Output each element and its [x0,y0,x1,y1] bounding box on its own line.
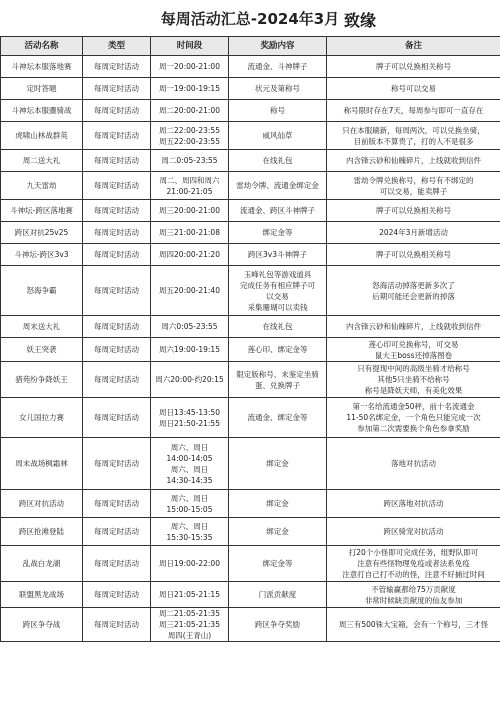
cell-line: 每周定时活动 [94,131,139,140]
cell-line: 周二0:05-23:55 [161,156,218,165]
logo-seal: 致缘 [343,10,376,30]
cell-line: 玉峰礼包等游戏道具 [243,269,312,279]
cell-line: 周六20:00-约20:15 [155,375,224,384]
activity-table [0,36,500,642]
cell-type [83,490,151,518]
cell-line: 状元及第称号 [255,84,300,93]
cell-type [83,222,151,244]
cell-line: 后期可能还会更新的掉落 [372,291,455,301]
cell-line: 参加第二次需要换个角色参拿奖励 [357,424,470,433]
cell-name [1,338,83,362]
table-row [1,200,500,222]
cell-line: 绑定金 [266,527,289,536]
table-row [1,338,500,362]
cell-line: 斗神坛-跨区落地赛 [10,206,73,215]
cell-time [151,78,229,100]
cell-line: 21:00-21:05 [166,186,213,196]
cell-line: 周日19:00-22:00 [159,559,220,568]
cell-name [1,490,83,518]
cell-name [1,200,83,222]
cell-time [151,266,229,316]
header-time: 时间段 [151,37,229,56]
table-row [1,582,500,608]
cell-time [151,608,229,642]
cell-reward [229,582,327,608]
cell-reward [229,150,327,172]
header-reward: 奖励内容 [229,37,327,56]
cell-line: 周二、周四和周六 [159,175,220,185]
cell-line: 内含锋云砂和仙魄碎片，上线就收到信件 [346,322,481,331]
cell-line: 周末战场枫霜林 [15,459,68,468]
cell-line: 每周定时活动 [94,620,139,629]
cell-time [151,244,229,266]
cell-reward [229,244,327,266]
cell-time [151,200,229,222]
cell-reward [229,200,327,222]
cell-note [327,150,500,172]
cell-type [83,608,151,642]
cell-line: 九天雷劫 [26,181,57,190]
cell-line: 不管输赢都给75万贡献度 [371,584,456,594]
cell-line: 内含锋云砂和仙魄碎片，上线就收到信件 [346,156,481,165]
cell-line: 注意打自己打不动的怪，注意不好捕过时间 [342,570,485,579]
cell-line: 只在本服刷新，每周两次，可以兑换坐骑， [342,125,485,135]
cell-name [1,172,83,200]
cell-name [1,362,83,398]
cell-note [327,56,500,78]
cell-note [327,172,500,200]
cell-line: 每周定时活动 [94,206,139,215]
cell-name [1,244,83,266]
cell-line: 妖王突袭 [26,345,57,354]
cell-name [1,438,83,490]
cell-line: 雷劫令牌、流通金绑定金 [236,181,319,190]
cell-line: 每周定时活动 [94,559,139,568]
cell-note [327,100,500,122]
cell-line: 非常时候缺贡献度的仙友参加 [364,595,463,605]
table-row [1,518,500,546]
cell-type [83,398,151,438]
cell-line: 11-50名绑定金，一个角色只能完成一次 [346,413,481,422]
table-row [1,398,500,438]
cell-reward [229,608,327,642]
cell-type [83,266,151,316]
cell-line: 每周定时活动 [94,106,139,115]
table-row [1,608,500,642]
table-row [1,78,500,100]
cell-line: 周六、周日 [170,464,209,474]
cell-line: 流通金、绑定金等 [247,413,308,422]
cell-line: 蛋、兑换牌子 [255,380,300,390]
cell-line: 称号可以交易 [391,84,436,93]
cell-line: 跨区3v3斗神牌子 [248,250,307,259]
cell-reward [229,172,327,200]
table-row [1,490,500,518]
cell-line: 打20个小怪即可完成任务，组野队即可 [348,548,479,557]
cell-name [1,398,83,438]
cell-line: 完成任务有相应牌子可 [240,280,315,290]
cell-reward [229,100,327,122]
cell-line: 周日21:50-21:55 [159,418,220,428]
cell-line: 每周定时活动 [94,250,139,259]
cell-line: 周六0:05-23:55 [161,322,218,331]
cell-line: 称号限时存在7天，每周参与即可一直存在 [343,106,484,115]
cell-line: 周三21:00-21:08 [159,228,220,237]
cell-type [83,244,151,266]
cell-line: 落地对抗活动 [391,459,436,468]
cell-line: 周四(王青山) [167,631,212,640]
table-row [1,56,500,78]
cell-note [327,546,500,582]
cell-note [327,518,500,546]
cell-line: 在线礼包 [262,156,293,165]
cell-type [83,546,151,582]
cell-line: 牌子可以兑换相关称号 [376,62,451,71]
cell-type [83,78,151,100]
cell-line: 周三21:05-21:35 [159,620,220,629]
cell-line: 流通金、跨区斗神牌子 [240,206,315,215]
cell-line: 斗神坛-跨区3v3 [14,250,69,259]
cell-note [327,582,500,608]
cell-line: 周四20:00-21:20 [159,250,220,259]
cell-line: 14:00-14:05 [166,453,213,463]
cell-name [1,316,83,338]
cell-line: 每周定时活动 [94,413,139,422]
cell-line: 限定版称号、未鉴定坐骑 [236,369,319,379]
cell-line: 怒海活动掉落更新多次了 [372,280,455,290]
cell-type [83,582,151,608]
cell-reward [229,490,327,518]
cell-note [327,316,500,338]
cell-line: 跨区争夺奖励 [255,620,300,629]
table-row [1,266,500,316]
table-row [1,150,500,172]
cell-reward [229,362,327,398]
cell-line: 14:30-14:35 [166,475,213,485]
cell-reward [229,266,327,316]
cell-line: 虎啸山林战群英 [15,131,68,140]
cell-line: 每周定时活动 [94,375,139,384]
cell-line: 周六、周日 [170,442,209,452]
cell-time [151,172,229,200]
cell-type [83,172,151,200]
cell-reward [229,122,327,150]
cell-time [151,56,229,78]
table-row [1,362,500,398]
table-header-row [1,37,500,56]
table-body [1,56,500,642]
cell-time [151,398,229,438]
cell-name [1,122,83,150]
cell-type [83,316,151,338]
header-note: 备注 [327,37,500,56]
table-row [1,122,500,150]
cell-time [151,222,229,244]
cell-line: 威风仙草 [262,131,293,140]
cell-type [83,200,151,222]
cell-time [151,582,229,608]
cell-line: 绑定金 [266,499,289,508]
cell-line: 目前版本不算贵了，打的人不是很多 [353,136,474,146]
cell-type [83,518,151,546]
cell-time [151,150,229,172]
cell-time [151,490,229,518]
cell-line: 2024年3月新增活动 [379,228,448,237]
cell-time [151,100,229,122]
cell-name [1,546,83,582]
cell-line: 流通金、斗神牌子 [247,62,308,71]
table-row [1,316,500,338]
cell-line: 莲心印、绑定金等 [247,345,308,354]
cell-line: 女儿国拉力赛 [19,413,64,422]
cell-line: 周二送大礼 [22,156,61,165]
cell-name [1,222,83,244]
cell-reward [229,78,327,100]
cell-time [151,518,229,546]
cell-line: 周日21:05-21:15 [159,590,220,599]
cell-line: 只有提现中间的高级坐骑才给称号 [357,364,470,373]
cell-line: 周一20:00-21:00 [159,62,220,71]
cell-line: 怒海争霸 [26,286,57,295]
cell-time [151,122,229,150]
cell-line: 绑定金 [266,459,289,468]
cell-name [1,100,83,122]
cell-reward [229,398,327,438]
cell-reward [229,316,327,338]
cell-line: 跨区落地对抗活动 [383,499,444,508]
cell-type [83,100,151,122]
cell-line: 跨区对抗25v25 [14,228,69,237]
cell-name [1,608,83,642]
cell-line: 周五22:00-23:55 [159,136,220,146]
cell-line: 门派贡献度 [258,590,297,599]
cell-line: 在线礼包 [262,322,293,331]
cell-time [151,546,229,582]
cell-line: 周二22:00-23:55 [159,125,220,135]
cell-type [83,150,151,172]
cell-line: 每周定时活动 [94,286,139,295]
cell-line: 每周定时活动 [94,345,139,354]
cell-line: 注意有些怪物理免疫或者法系免疫 [357,559,470,568]
cell-time [151,316,229,338]
cell-line: 雷劫令牌兑换称号，称号有不绑定的 [353,175,474,185]
cell-line: 斗神坛本服骤骑战 [11,106,72,115]
cell-line: 周二20:00-21:00 [159,106,220,115]
cell-note [327,200,500,222]
cell-note [327,122,500,150]
cell-name [1,582,83,608]
cell-line: 跨区抢滩登陆 [19,527,64,536]
cell-type [83,438,151,490]
cell-reward [229,546,327,582]
cell-line: 绑定金等 [262,559,293,568]
cell-line: 每周定时活动 [94,527,139,536]
cell-line: 每周定时活动 [94,590,139,599]
cell-note [327,438,500,490]
cell-line: 每周定时活动 [94,459,139,468]
cell-reward [229,438,327,490]
table-row [1,100,500,122]
cell-line: 绑定金等 [262,228,293,237]
cell-name [1,78,83,100]
cell-line: 可以交易，能卖牌子 [379,186,448,196]
cell-note [327,338,500,362]
cell-reward [229,338,327,362]
cell-line: 每周定时活动 [94,322,139,331]
cell-line: 周五20:00-21:40 [159,286,220,295]
cell-note [327,362,500,398]
cell-reward [229,518,327,546]
cell-note [327,398,500,438]
cell-line: 莲心印可兑换称号，可交易 [368,339,459,349]
cell-name [1,56,83,78]
cell-reward [229,56,327,78]
cell-line: 15:30-15:35 [166,532,213,542]
cell-line: 称号 [270,106,285,115]
cell-type [83,122,151,150]
table-row [1,172,500,200]
cell-line: 牌子可以兑换相关称号 [376,206,451,215]
cell-line: 每周定时活动 [94,62,139,71]
cell-type [83,338,151,362]
cell-line: 牌子可以兑换相关称号 [376,250,451,259]
cell-name [1,150,83,172]
cell-note [327,608,500,642]
cell-line: 第一名给流通金50秤，前十名流通金 [352,402,475,411]
cell-note [327,78,500,100]
cell-line: 周一19:00-19:15 [159,84,220,93]
header-name: 活动名称 [1,37,83,56]
cell-line: 周六19:00-19:15 [159,345,220,354]
header-type: 类型 [83,37,151,56]
cell-line: 周日13:45-13:50 [159,407,220,417]
cell-line: 称号是降妖天师，有美化效果 [364,386,463,395]
cell-line: 以交易 [266,291,289,301]
cell-reward [229,222,327,244]
cell-type [83,362,151,398]
cell-line: 周三20:00-21:00 [159,206,220,215]
cell-line: 斗神坛本服落地赛 [11,62,72,71]
table-row [1,222,500,244]
cell-time [151,338,229,362]
cell-line: 周二21:05-21:35 [159,609,220,618]
cell-name [1,518,83,546]
table-row [1,546,500,582]
cell-line: 其他5只坐骑不给称号 [377,375,450,384]
cell-line: 乱战白龙湖 [22,559,61,568]
cell-time [151,362,229,398]
cell-line: 跨区对抗活动 [19,499,64,508]
cell-note [327,244,500,266]
cell-line: 每周定时活动 [94,84,139,93]
table-row [1,438,500,490]
cell-time [151,438,229,490]
cell-line: 每周定时活动 [94,499,139,508]
cell-type [83,56,151,78]
table-row [1,244,500,266]
cell-line: 联盟黑龙战场 [19,590,64,599]
cell-line: 周末送大礼 [22,322,61,331]
cell-line: 每周定时活动 [94,228,139,237]
cell-line: 每周定时活动 [94,156,139,165]
cell-line: 定时答题 [26,84,57,93]
cell-line: 每周定时活动 [94,181,139,190]
cell-line: 15:00-15:05 [166,504,213,514]
cell-name [1,266,83,316]
cell-note [327,266,500,316]
cell-note [327,222,500,244]
cell-line: 周三有500铢大宝箱，会有一个称号，三才怪 [338,620,489,629]
cell-line: 周六、周日 [170,521,209,531]
cell-line: 跨区争夺战 [22,620,61,629]
cell-line: 跨区骑宠对抗活动 [383,527,444,536]
cell-line: 猎苑纷争降妖王 [15,375,68,384]
cell-line: 采集珊瑚可以卖钱 [247,302,308,312]
cell-line: 鼠大王boss还掉落图卷 [374,350,453,360]
sheet-title: 每周活动汇总-2024年3月 [0,0,500,37]
cell-note [327,490,500,518]
cell-line: 周六、周日 [170,493,209,503]
